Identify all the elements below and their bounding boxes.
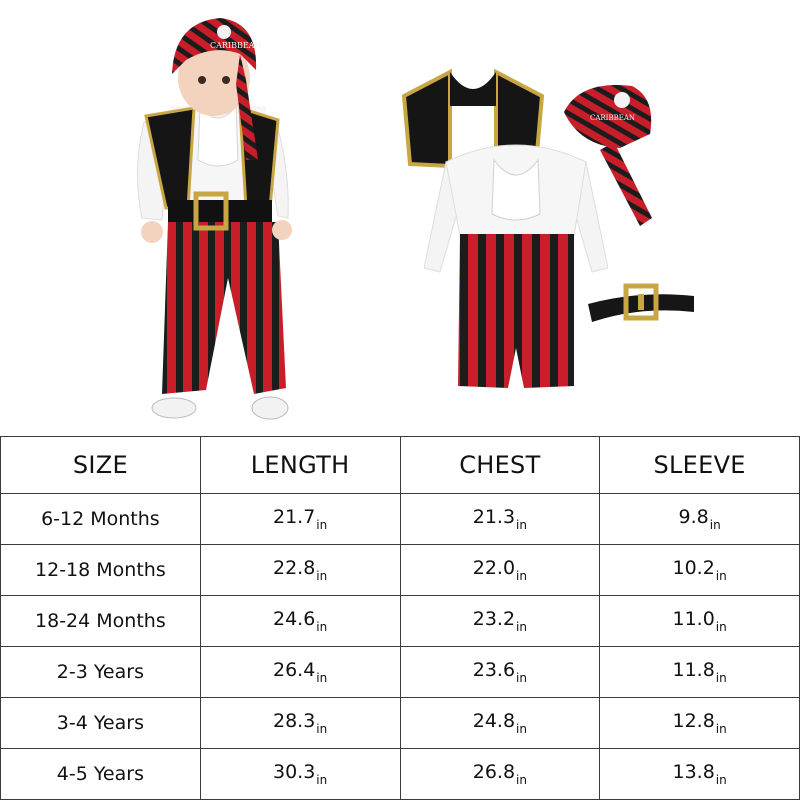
header-size: SIZE: [1, 437, 201, 494]
size-cell: 2-3 Years: [1, 647, 201, 698]
bandana-print-text: CARIBBEAN: [210, 41, 262, 50]
unit-label: in: [316, 671, 328, 685]
sleeve-cell: $9.8_{in}$: [600, 494, 800, 545]
table-row: [1, 596, 800, 647]
unit-label: in: [516, 773, 527, 787]
table-row: [1, 749, 800, 800]
unit-label: in: [715, 671, 727, 685]
table-header-row: [1, 437, 800, 494]
unit-label: in: [715, 620, 727, 634]
size-cell: 3-4 Years: [1, 698, 201, 749]
size-chart-table: [0, 436, 800, 800]
sleeve-cell: $11.0_{in}$: [600, 596, 800, 647]
bandana-print-text-2: CARIBBEAN: [590, 114, 636, 122]
unit-label: in: [316, 569, 328, 583]
length-cell: $30.3_{in}$: [200, 749, 400, 800]
unit-label: in: [316, 773, 328, 787]
header-length: LENGTH: [200, 437, 400, 494]
header-chest: CHEST: [400, 437, 600, 494]
chest-cell: $23.6_{in}$: [400, 647, 600, 698]
header-sleeve: SLEEVE: [600, 437, 800, 494]
unit-label: in: [516, 569, 527, 583]
length-cell: $21.7_{in}$: [200, 494, 400, 545]
unit-label: in: [516, 518, 527, 532]
unit-label: in: [715, 722, 727, 736]
sleeve-cell: $12.8_{in}$: [600, 698, 800, 749]
size-cell: 18-24 Months: [1, 596, 201, 647]
chest-cell: $24.8_{in}$: [400, 698, 600, 749]
table-row: [1, 647, 800, 698]
unit-label: in: [715, 773, 727, 787]
belt-photo: [586, 282, 696, 332]
unit-label: in: [709, 518, 721, 532]
chest-cell: $23.2_{in}$: [400, 596, 600, 647]
sleeve-cell: $13.8_{in}$: [600, 749, 800, 800]
chest-cell: $26.8_{in}$: [400, 749, 600, 800]
chest-cell: $21.3_{in}$: [400, 494, 600, 545]
size-cell: 6-12 Months: [1, 494, 201, 545]
length-cell: $28.3_{in}$: [200, 698, 400, 749]
table-row: [1, 698, 800, 749]
length-cell: $22.8_{in}$: [200, 545, 400, 596]
length-cell: $26.4_{in}$: [200, 647, 400, 698]
table-row: [1, 494, 800, 545]
chest-cell: $22.0_{in}$: [400, 545, 600, 596]
bandana-photo: [560, 78, 656, 230]
unit-label: in: [715, 569, 727, 583]
unit-label: in: [516, 620, 527, 634]
size-cell: 12-18 Months: [1, 545, 201, 596]
table-row: [1, 545, 800, 596]
sleeve-cell: $11.8_{in}$: [600, 647, 800, 698]
size-cell: 4-5 Years: [1, 749, 201, 800]
unit-label: in: [516, 671, 527, 685]
sleeve-cell: $10.2_{in}$: [600, 545, 800, 596]
unit-label: in: [516, 722, 527, 736]
unit-label: in: [316, 518, 328, 532]
unit-label: in: [316, 620, 328, 634]
child-model-photo: [128, 10, 304, 426]
length-cell: $24.6_{in}$: [200, 596, 400, 647]
unit-label: in: [316, 722, 328, 736]
